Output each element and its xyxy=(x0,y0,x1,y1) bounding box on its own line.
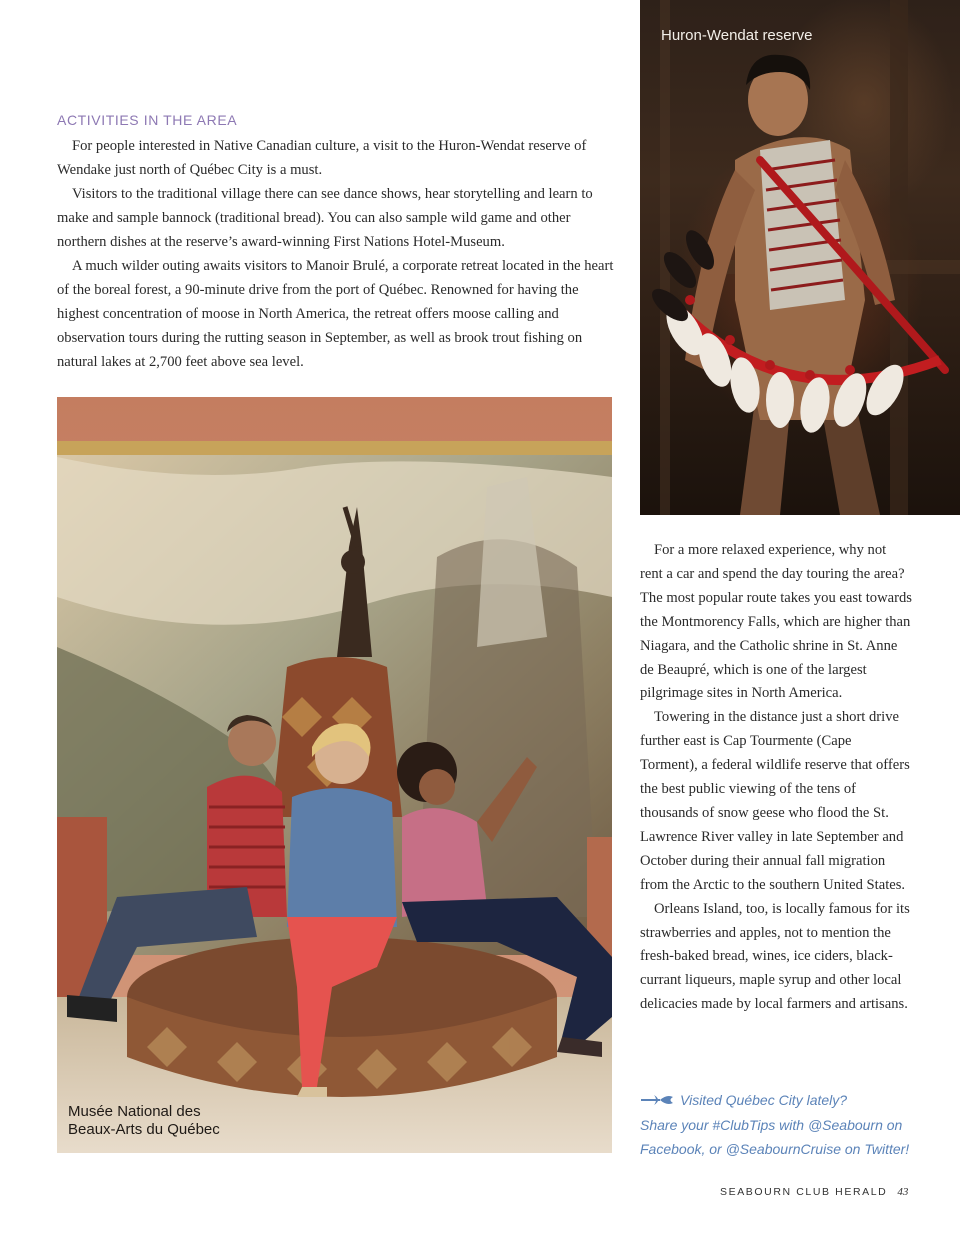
social-line-3: Facebook, or @SeabournCruise on Twitter! xyxy=(640,1141,910,1158)
paragraph-orleans-island: Orleans Island, too, is locally famous for its strawberries and apples, not to mention the fresh-baked bread, wines, ice ciders, black-currant liqueurs, maple syrup and other local delicacies made by local farmers and artisans. xyxy=(640,900,910,1013)
caption-line-2: Beaux-Arts du Québec xyxy=(68,1121,220,1138)
paragraph-manoir-brule: A much wilder outing awaits visitors to Manoir Brulé, a corporate retreat located in the heart of the boreal forest, a 90-minute drive from the port of Québec. Renowned for having the highest concentration of moose in North America, the retreat offers moose calling and observation tours during the rutting season in September, as well as brook trout fishing on natural lakes at 2,700 feet above sea level. xyxy=(57,258,614,370)
article-right-column xyxy=(640,539,912,1017)
section-heading: ACTIVITIES IN THE AREA xyxy=(57,112,238,128)
caption-line-1: Musée National des xyxy=(68,1103,201,1120)
paragraph-wendake: For people interested in Native Canadian culture, a visit to the Huron-Wendat reserve of Wendake just north of Québec City is a must. xyxy=(57,138,587,178)
photo-huron-wendat-dancer xyxy=(640,0,960,515)
social-callout xyxy=(640,1088,940,1161)
photo-musee-national xyxy=(57,397,612,1153)
article-intro-column xyxy=(57,134,617,374)
social-line-2: Share your #ClubTips with @Seabourn on xyxy=(640,1117,903,1134)
photo-caption-huron-wendat: Huron-Wendat reserve xyxy=(661,27,813,44)
social-prompt: Visited Québec City lately? xyxy=(680,1092,848,1108)
dancer-illustration xyxy=(640,0,960,515)
page-number: 43 xyxy=(897,1186,909,1198)
quill-pen-icon xyxy=(640,1089,674,1113)
paragraph-relaxed-experience: For a more relaxed experience, why not rent a car and spend the day touring the area? The most popular route takes you east towards the Montmorency Falls, which are higher than Niagara, and the Catholic shrine in St. Anne de Beaupré, which is one of the largest pilgrimage sites in North America. xyxy=(640,542,912,702)
page-footer xyxy=(720,1186,908,1198)
paragraph-cap-tourmente: Towering in the distance just a short drive further east is Cap Tourmente (Cape Torment), a federal wildlife reserve that offers the best public viewing of the tens of thousands of snow geese who flood the St. Lawrence River valley in late September and October during their annual fall migration from the Arctic to the southern United States. xyxy=(640,709,910,893)
photo-caption-musee xyxy=(68,1103,220,1139)
museum-illustration xyxy=(57,397,612,1153)
paragraph-village: Visitors to the traditional village there can see dance shows, hear storytelling and learn to make and sample bannock (traditional bread). You can also sample wild game and other northern dishes at the reserve’s award-winning First Nations Hotel-Museum. xyxy=(57,186,593,250)
publication-name: SEABOURN CLUB HERALD xyxy=(720,1186,888,1198)
social-line-1 xyxy=(640,1088,940,1113)
